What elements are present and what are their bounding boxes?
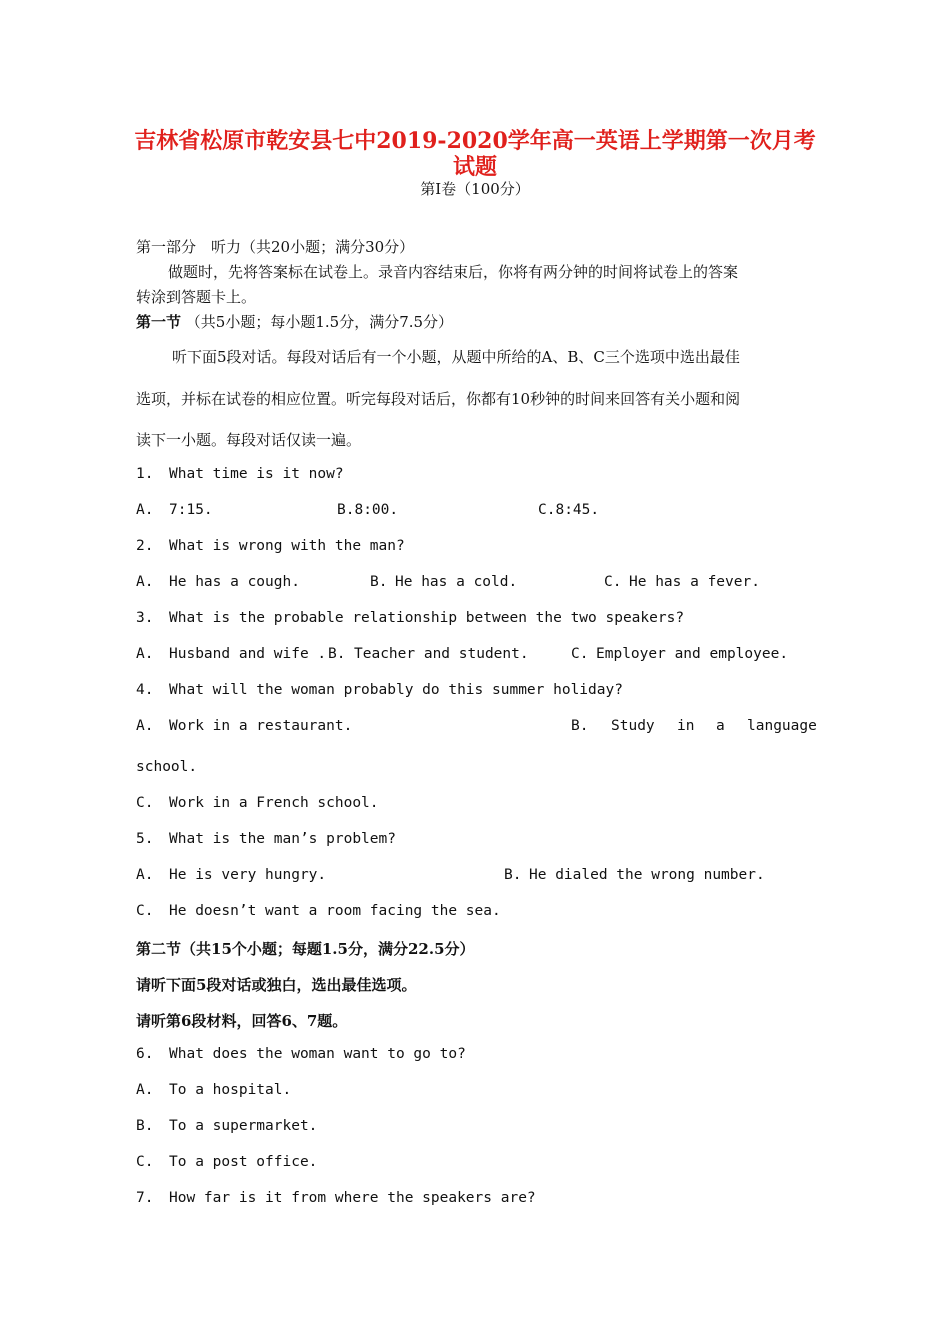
q2-number: 2. [136, 538, 154, 554]
document-title-line2: 试题 [452, 154, 497, 180]
q3-text: What is the probable relationship between the two speakers? [169, 610, 685, 626]
q5-option-c-label: C. [136, 903, 154, 919]
q5-option-b: He dialed the wrong number. [529, 867, 765, 883]
q3-option-a-label: A. [136, 646, 154, 662]
part1-intro-line1: 做题时，先将答案标在试卷上。录音内容结束后，你将有两分钟的时间将试卷上的答案 [168, 263, 739, 281]
q3-option-b-label: B. [328, 646, 346, 662]
q5-option-a: He is very hungry. [169, 867, 327, 883]
q6-option-a-label: A. [136, 1082, 154, 1098]
q7-text: How far is it from where the speakers are? [169, 1190, 536, 1206]
q3-option-c-label: C. [571, 646, 589, 662]
q2-option-a-label: A. [136, 574, 154, 590]
q4-option-b-word2: in [677, 718, 695, 734]
q3-option-b: Teacher and student. [354, 646, 529, 662]
q1-number: 1. [136, 466, 154, 482]
q3-option-c: Employer and employee. [596, 646, 789, 662]
q4-option-c-label: C. [136, 795, 154, 811]
document-title-line1: 吉林省松原市乾安县七中2019-2020学年高一英语上学期第一次月考 [134, 128, 816, 154]
q5-option-b-label: B. [504, 867, 522, 883]
document-subtitle: 第Ⅰ卷（100分） [420, 180, 530, 198]
q5-text: What is the man’s problem? [169, 831, 396, 847]
q4-option-b-word1: Study [611, 718, 655, 734]
q3-number: 3. [136, 610, 154, 626]
q6-option-c-label: C. [136, 1154, 154, 1170]
q4-option-b-continuation: school. [136, 759, 198, 775]
section1-heading [136, 311, 453, 332]
material6-instruction: 请听第6段材料，回答6、7题。 [136, 1012, 348, 1030]
q4-number: 4. [136, 682, 154, 698]
q2-option-c: He has a fever. [629, 574, 760, 590]
q6-option-c: To a post office. [169, 1154, 318, 1170]
q4-option-a: Work in a restaurant. [169, 718, 353, 734]
q1-text: What time is it now? [169, 466, 344, 482]
q4-option-a-label: A. [136, 718, 154, 734]
q5-number: 5. [136, 831, 154, 847]
q1-option-c: C.8:45. [538, 502, 600, 518]
q2-text: What is wrong with the man? [169, 538, 405, 554]
q1-option-a: 7:15. [169, 502, 213, 518]
part1-intro-line2: 转涂到答题卡上。 [136, 288, 257, 306]
q6-option-b: To a supermarket. [169, 1118, 318, 1134]
q3-option-a: Husband and wife . [169, 646, 327, 662]
section2-heading: 第二节（共15个小题；每题1.5分，满分22.5分） [136, 940, 475, 958]
q2-option-b-label: B. [370, 574, 388, 590]
section1-instruction-line1: 听下面5段对话。每段对话后有一个小题，从题中所给的A、B、C三个选项中选出最佳 [172, 348, 740, 366]
q5-option-c: He doesn’t want a room facing the sea. [169, 903, 501, 919]
q6-text: What does the woman want to go to? [169, 1046, 466, 1062]
q1-option-a-label: A. [136, 502, 154, 518]
q2-option-a: He has a cough. [169, 574, 300, 590]
q4-option-b-label: B. [571, 718, 589, 734]
q4-option-b-word3: a [716, 718, 725, 734]
section2-instruction: 请听下面5段对话或独白，选出最佳选项。 [136, 976, 417, 994]
q2-option-c-label: C. [604, 574, 622, 590]
section1-instruction-line2: 选项，并标在试卷的相应位置。听完每段对话后，你都有10秒钟的时间来回答有关小题和阅 [136, 390, 741, 408]
q6-number: 6. [136, 1046, 154, 1062]
q4-option-b-word4: language [747, 718, 817, 734]
q4-text: What will the woman probably do this summer holiday? [169, 682, 623, 698]
section1-desc: （共5小题；每小题1.5分，满分7.5分） [185, 313, 454, 331]
q5-option-a-label: A. [136, 867, 154, 883]
q6-option-a: To a hospital. [169, 1082, 292, 1098]
section1-instruction-line3: 读下一小题。每段对话仅读一遍。 [136, 431, 362, 449]
q1-option-b: B.8:00. [337, 502, 399, 518]
q6-option-b-label: B. [136, 1118, 154, 1134]
q2-option-b: He has a cold. [395, 574, 518, 590]
q7-number: 7. [136, 1190, 154, 1206]
part1-heading: 第一部分 听力（共20小题；满分30分） [136, 238, 415, 256]
section1-label: 第一节 [136, 313, 182, 331]
q4-option-c: Work in a French school. [169, 795, 379, 811]
